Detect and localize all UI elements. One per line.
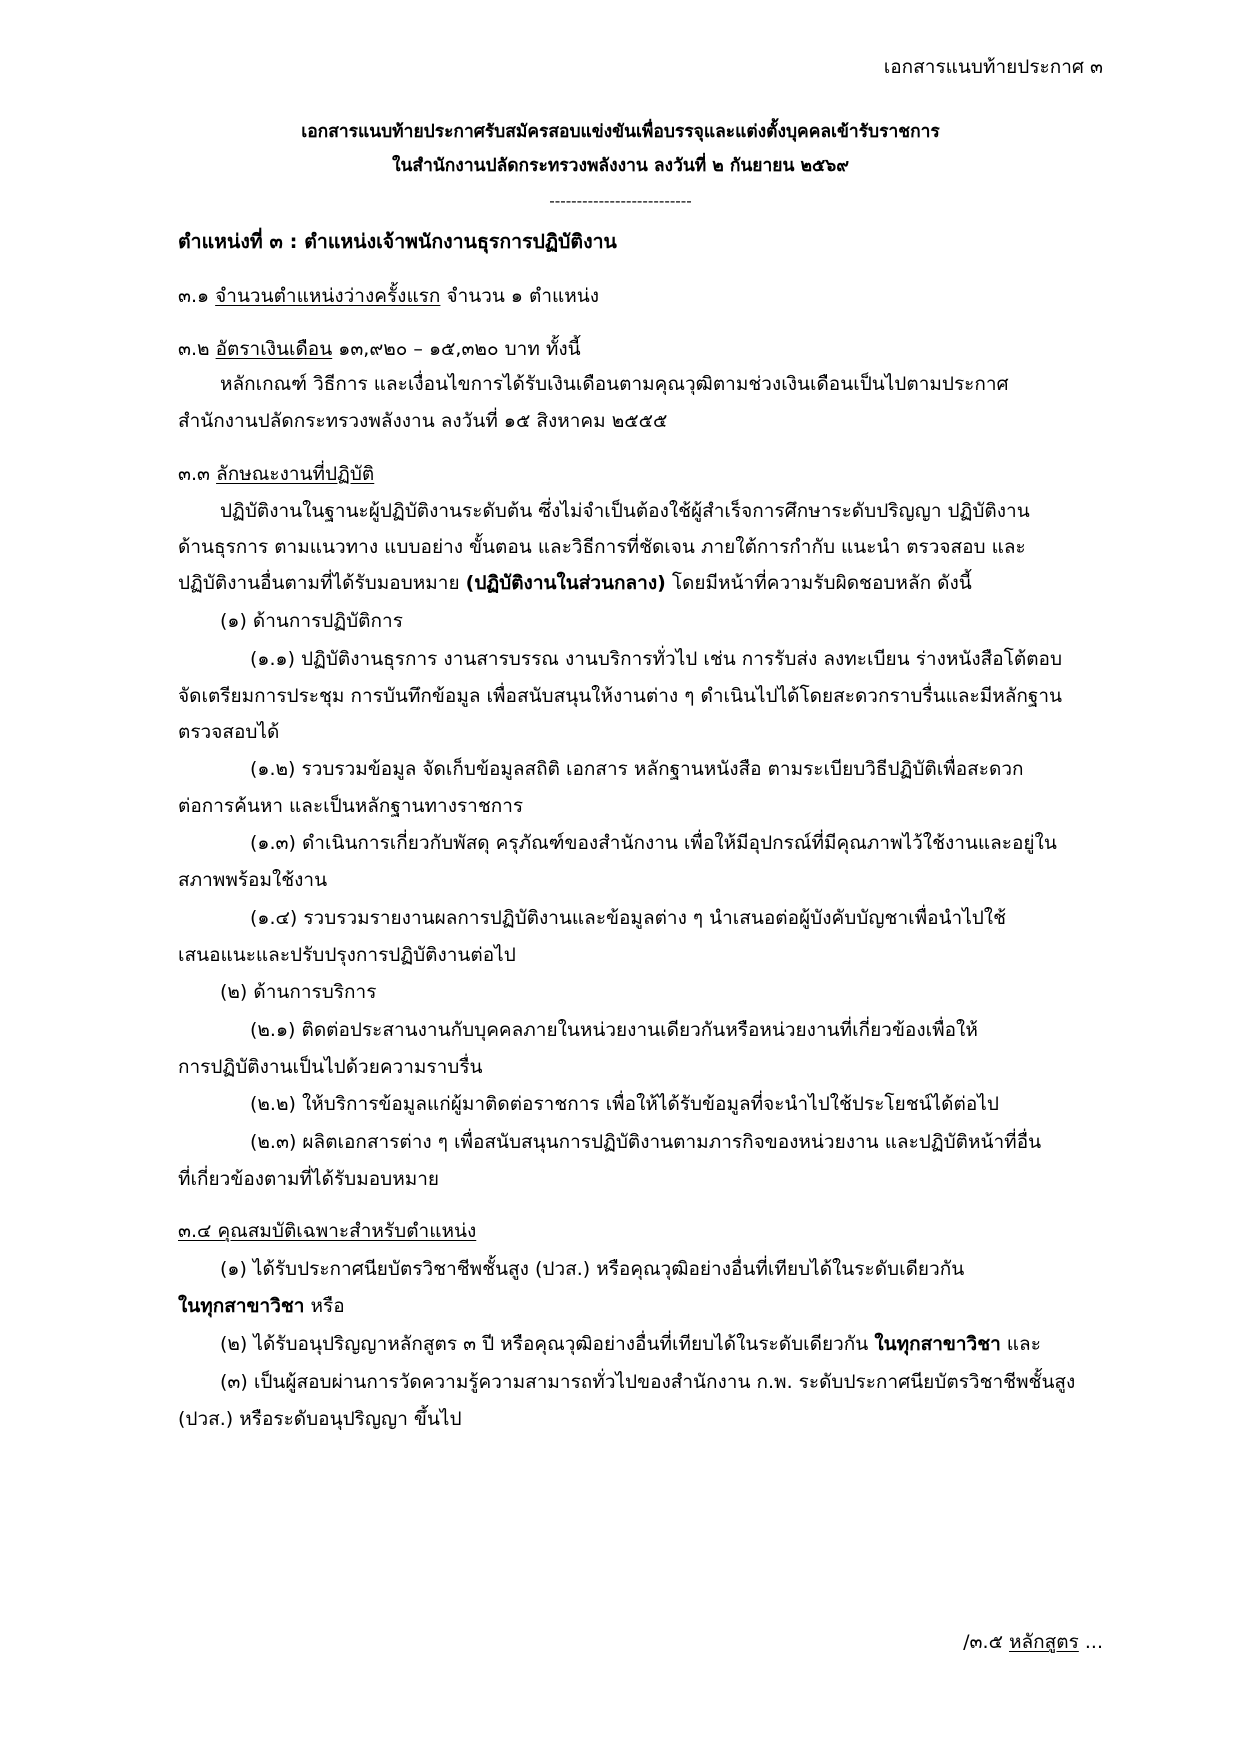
list-item-cont: เสนอแนะและปรับปรุงการปฏิบัติงานต่อไป: [178, 944, 516, 966]
title-line-1: เอกสารแนบท้ายประกาศรับสมัครสอบแข่งขันเพื่อบรรจุและแต่งตั้งบุคคลเข้ารับราชการ: [301, 122, 940, 142]
document-reference: เอกสารแนบท้ายประกาศ ๓: [883, 56, 1103, 78]
section-label: ลักษณะงานที่ปฏิบัติ: [216, 463, 375, 485]
list-item-cont: การปฏิบัติงานเป็นไปด้วยความราบรื่น: [178, 1056, 483, 1078]
list-item-cont: ต่อการค้นหา และเป็นหลักฐานทางราชการ: [178, 795, 524, 817]
qualification-item-cont: [178, 1297, 345, 1316]
text-span: /๓.๕: [963, 1631, 1010, 1653]
group-heading: (๒) ด้านการบริการ: [220, 981, 377, 1003]
section-number: ๓.๒: [178, 338, 216, 360]
qualification-item: (๓) เป็นผู้สอบผ่านการวัดความรู้ความสามารถทั่วไปของสำนักงาน ก.พ. ระดับประกาศนียบัตรวิชาชีพชั้นสูง: [220, 1371, 1076, 1393]
list-item-cont: จัดเตรียมการประชุม การบันทึกข้อมูล เพื่อสนับสนุนให้งานต่าง ๆ ดำเนินไปได้โดยสะดวกราบรื่นและมีหลักฐาน: [178, 685, 1063, 707]
text-span: ...: [1078, 1631, 1103, 1653]
section-label: อัตราเงินเดือน: [215, 338, 333, 360]
list-item-cont: สภาพพร้อมใช้งาน: [178, 869, 328, 891]
group-heading: (๑) ด้านการปฏิบัติการ: [220, 610, 403, 632]
text-span: (๒) ได้รับอนุปริญญาหลักสูตร ๓ ปี หรือคุณวุฒิอย่างอื่นที่เทียบได้ในระดับเดียวกัน: [220, 1333, 875, 1355]
next-section-label: หลักสูตร: [1009, 1631, 1079, 1653]
qualification-item: (๑) ได้รับประกาศนียบัตรวิชาชีพชั้นสูง (ปวส.) หรือคุณวุฒิอย่างอื่นที่เทียบได้ในระดับเดียวกัน: [220, 1258, 965, 1280]
list-item-cont: ที่เกี่ยวข้องตามที่ได้รับมอบหมาย: [178, 1168, 440, 1190]
emphasis-text: (ปฏิบัติงานในส่วนกลาง): [465, 572, 666, 594]
section-3-2: [178, 340, 581, 359]
text-span: โดยมีหน้าที่ความรับผิดชอบหลัก ดังนี้: [665, 572, 972, 594]
section-3-1: [178, 287, 599, 306]
qualification-item: [220, 1335, 1041, 1354]
position-heading: ตำแหน่งที่ ๓ : ตำแหน่งเจ้าพนักงานธุรการปฏิบัติงาน: [178, 230, 617, 253]
emphasis-text: ในทุกสาขาวิชา: [874, 1333, 1001, 1355]
list-item: (๑.๓) ดำเนินการเกี่ยวกับพัสดุ ครุภัณฑ์ของสำนักงาน เพื่อให้มีอุปกรณ์ที่มีคุณภาพไว้ใช้งานและอยู่ใน: [250, 832, 1057, 854]
paragraph-line: หลักเกณฑ์ วิธีการ และเงื่อนไขการได้รับเงินเดือนตามคุณวุฒิตามช่วงเงินเดือนเป็นไปตามประกาศ: [220, 373, 1009, 395]
section-3-4-label: ๓.๔ คุณสมบัติเฉพาะสำหรับตำแหน่ง: [178, 1220, 477, 1242]
qualification-item-cont: (ปวส.) หรือระดับอนุปริญญา ขึ้นไป: [178, 1408, 462, 1430]
list-item: (๑.๑) ปฏิบัติงานธุรการ งานสารบรรณ งานบริการทั่วไป เช่น การรับส่ง ลงทะเบียน ร่างหนังสือโต้ตอบ: [250, 648, 1063, 670]
section-text: ๑๓,๙๒๐ – ๑๕,๓๒๐ บาท ทั้งนี้: [332, 338, 581, 360]
text-span: ปฏิบัติงานอื่นตามที่ได้รับมอบหมาย: [178, 572, 466, 594]
section-label: จำนวนตำแหน่งว่างครั้งแรก: [215, 285, 441, 307]
title-line-2: ในสำนักงานปลัดกระทรวงพลังงาน ลงวันที่ ๒ กันยายน ๒๕๖๙: [392, 156, 849, 176]
section-3-3: [178, 465, 374, 484]
title-divider: --------------------------: [549, 192, 692, 210]
list-item-cont: ตรวจสอบได้: [178, 721, 280, 743]
text-span: และ: [1000, 1333, 1041, 1355]
text-span: หรือ: [304, 1295, 345, 1317]
paragraph-line: ปฏิบัติงานในฐานะผู้ปฏิบัติงานระดับต้น ซึ่งไม่จำเป็นต้องใช้ผู้สำเร็จการศึกษาระดับปริญญา ปฏิบัติงาน: [220, 500, 1030, 522]
list-item: (๒.๑) ติดต่อประสานงานกับบุคคลภายในหน่วยงานเดียวกันหรือหน่วยงานที่เกี่ยวข้องเพื่อให้: [250, 1019, 978, 1041]
emphasis-text: ในทุกสาขาวิชา: [178, 1295, 305, 1317]
paragraph-line: สำนักงานปลัดกระทรวงพลังงาน ลงวันที่ ๑๕ สิงหาคม ๒๕๕๕: [178, 410, 668, 432]
section-number: ๓.๑: [178, 285, 216, 307]
list-item: (๑.๒) รวบรวมข้อมูล จัดเก็บข้อมูลสถิติ เอกสาร หลักฐานหนังสือ ตามระเบียบวิธีปฏิบัติเพื่อสะดวก: [250, 758, 1024, 780]
paragraph-line: [178, 574, 972, 593]
list-item: (๑.๔) รวบรวมรายงานผลการปฏิบัติงานและข้อมูลต่าง ๆ นำเสนอต่อผู้บังคับบัญชาเพื่อนำไปใช้: [250, 907, 1006, 929]
section-text: จำนวน ๑ ตำแหน่ง: [440, 285, 600, 307]
list-item: (๒.๒) ให้บริการข้อมูลแก่ผู้มาติดต่อราชการ เพื่อให้ได้รับข้อมูลที่จะนำไปใช้ประโยชน์ได้ต่อไป: [250, 1093, 999, 1115]
paragraph-line: ด้านธุรการ ตามแนวทาง แบบอย่าง ขั้นตอน และวิธีการที่ชัดเจน ภายใต้การกำกับ แนะนำ ตรวจสอบ และ: [178, 536, 1026, 558]
page-continuation: [963, 1633, 1103, 1652]
list-item: (๒.๓) ผลิตเอกสารต่าง ๆ เพื่อสนับสนุนการปฏิบัติงานตามภารกิจของหน่วยงาน และปฏิบัติหน้าที่อื่น: [250, 1131, 1042, 1153]
section-number: ๓.๓: [178, 463, 217, 485]
